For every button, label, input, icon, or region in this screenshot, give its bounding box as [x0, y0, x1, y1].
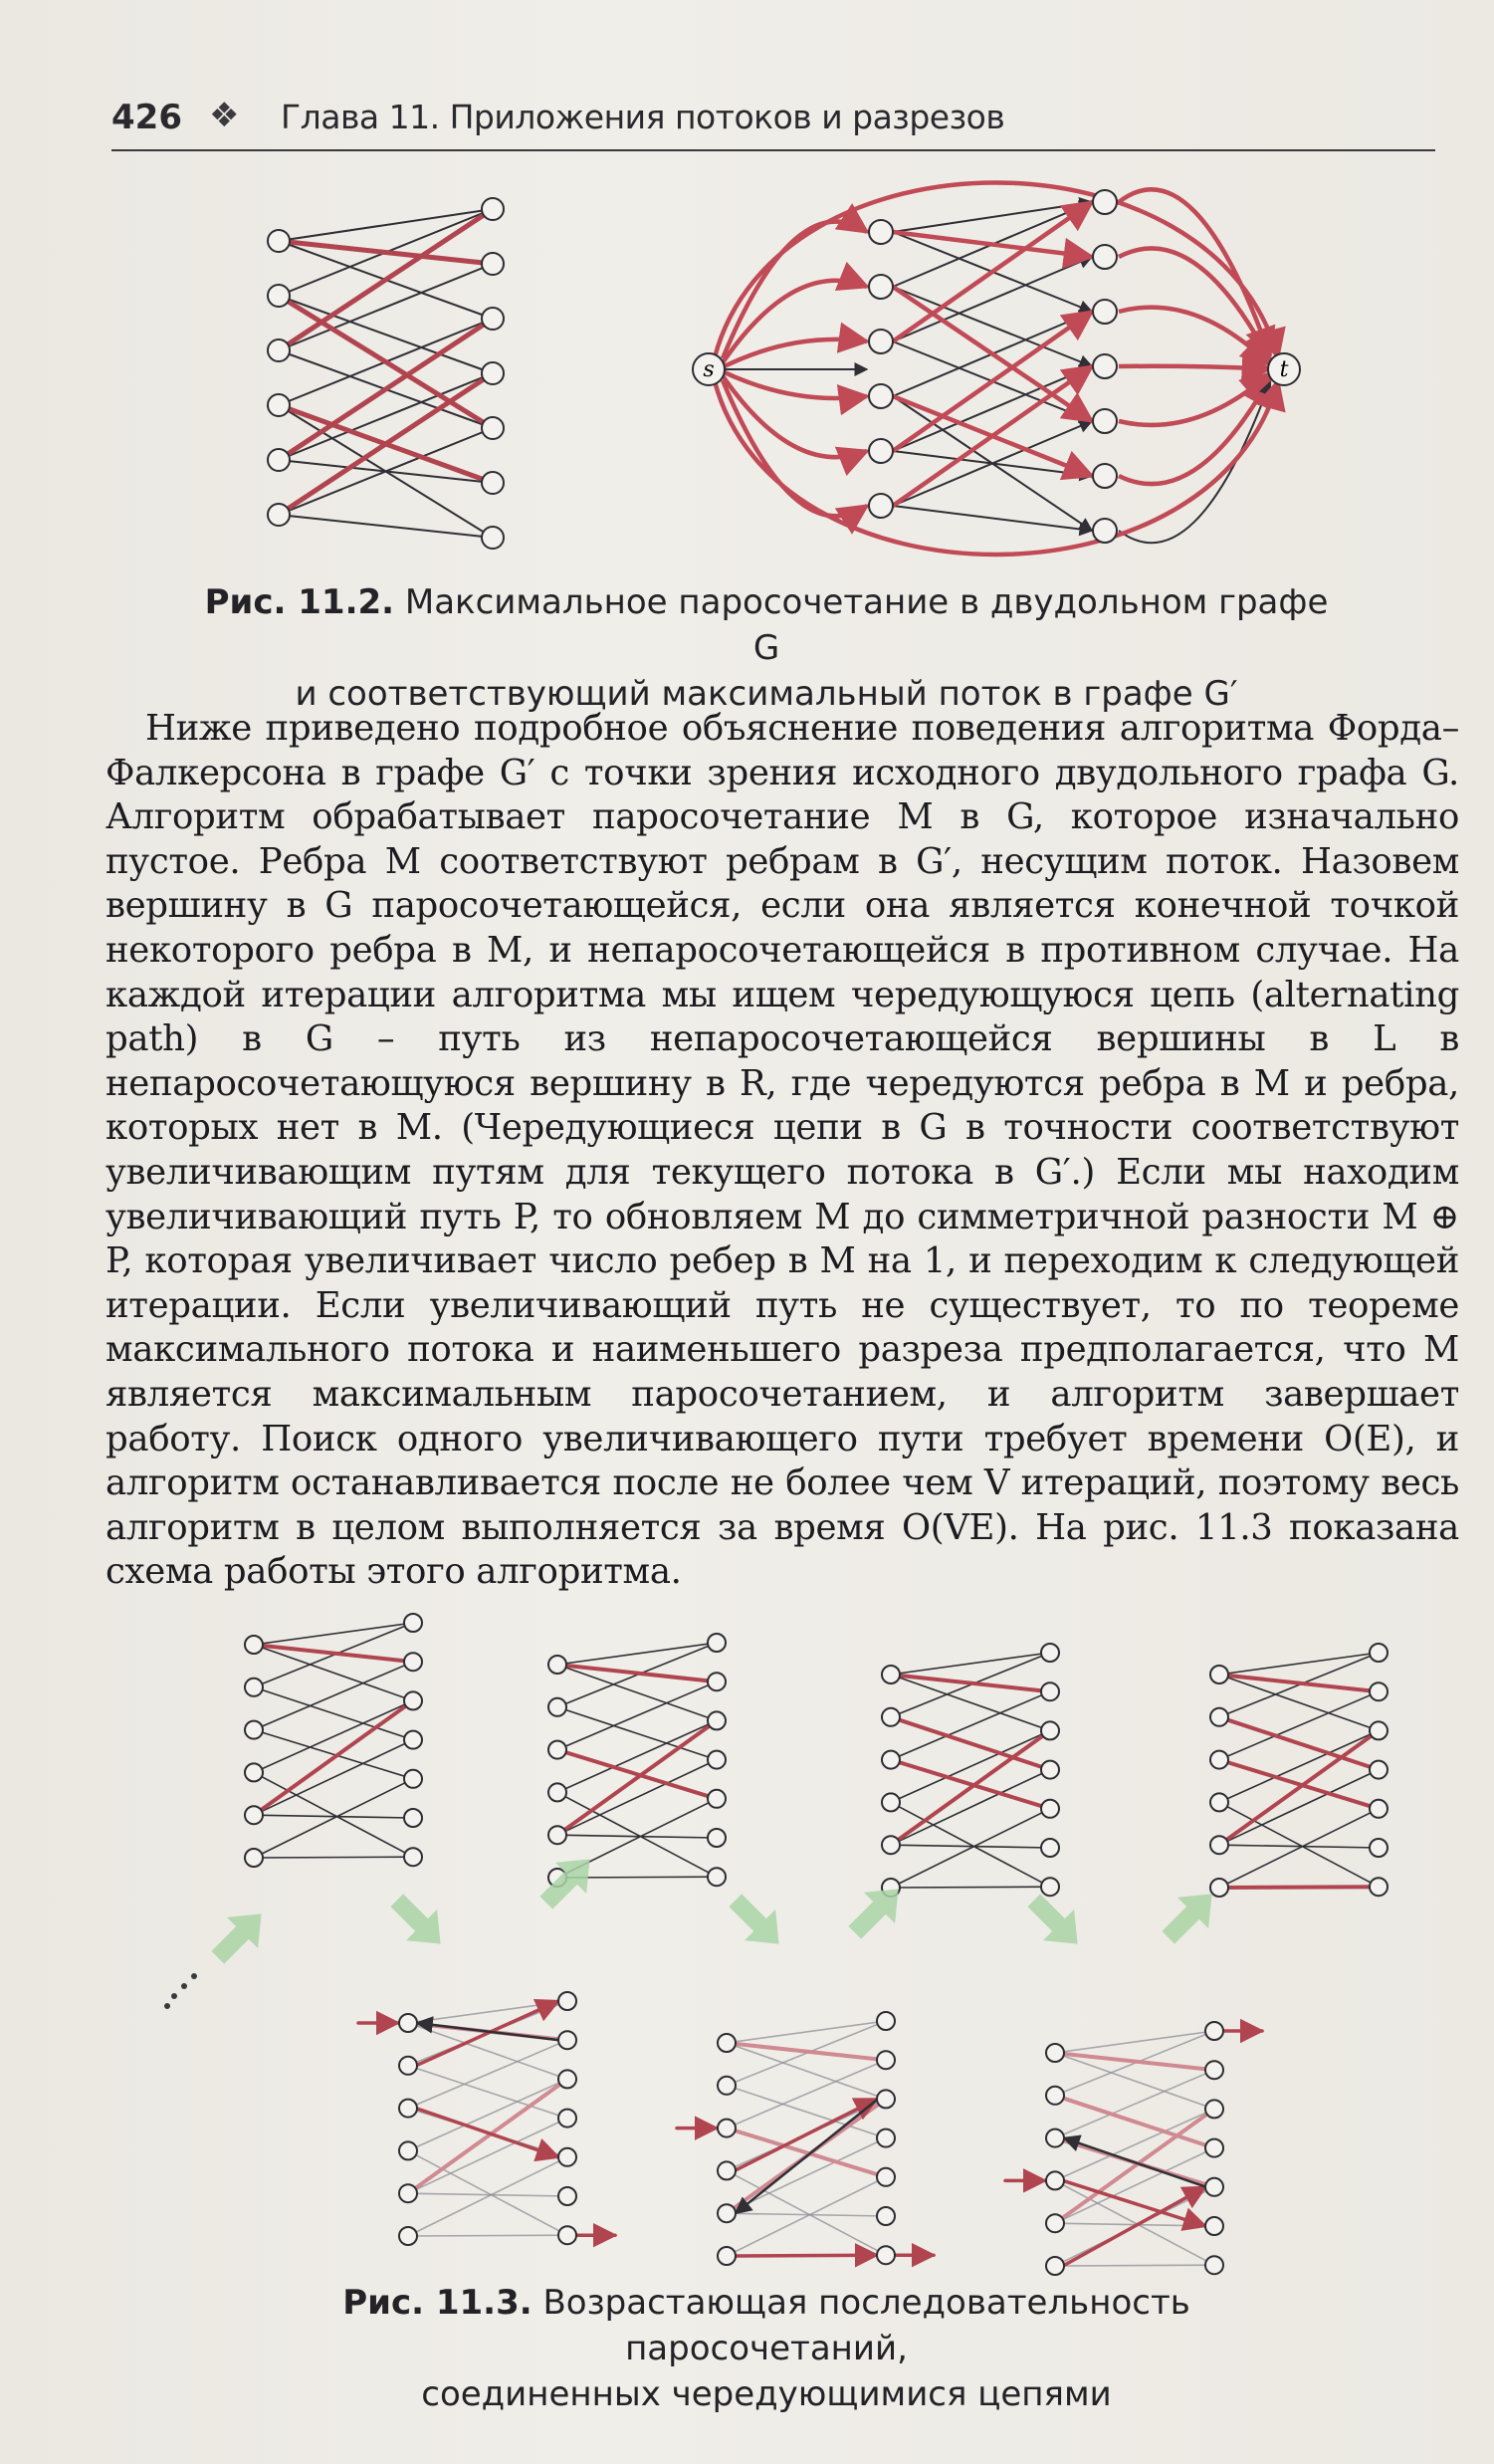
- graph-vertex: [869, 275, 893, 299]
- graph-vertex: [718, 2247, 736, 2265]
- graph-edge: [891, 1653, 1050, 1675]
- graph-edge: [893, 366, 1092, 506]
- ellipsis-dot: [191, 1973, 197, 1979]
- graph-vertex: [1370, 1800, 1387, 1818]
- graph-edge: [279, 209, 493, 350]
- body-paragraph-block: [106, 707, 1459, 1595]
- graph-vertex: [548, 1656, 566, 1674]
- graph-edge: [1219, 1730, 1379, 1845]
- graph-edge: [279, 319, 493, 460]
- graph-edge: [893, 202, 1092, 341]
- graph-vertex: [1370, 1682, 1387, 1700]
- graph-edge: [891, 1887, 1050, 1888]
- transition-arrow-icon: [1018, 1885, 1093, 1959]
- graph-vertex: [882, 1751, 900, 1769]
- graph-edge: [408, 2235, 567, 2236]
- graph-vertex: [245, 1721, 263, 1739]
- graph-vertex: [708, 1673, 726, 1690]
- graph-vertex: [558, 1992, 576, 2010]
- graph-vertex: [1093, 190, 1117, 214]
- graph-vertex: [245, 1763, 263, 1781]
- graph-vertex: [1041, 1761, 1059, 1779]
- caption-label: Рис. 11.2.: [204, 582, 395, 622]
- graph-vertex: [877, 2207, 895, 2225]
- graph-vertex: [1205, 2022, 1223, 2040]
- graph-vertex: [1205, 2061, 1223, 2079]
- graph-edge: [1119, 189, 1270, 355]
- graph-edge: [254, 1623, 413, 1645]
- graph-vertex: [245, 1636, 263, 1654]
- graph-vertex: [1041, 1878, 1059, 1896]
- graph-vertex: [877, 2012, 895, 2030]
- graph-vertex: [718, 2034, 736, 2052]
- sink-label: t: [1279, 357, 1289, 382]
- graph-edge: [254, 1740, 413, 1816]
- graph-vertex: [869, 220, 893, 244]
- caption-line: Максимальное паросочетание в двудольном графе G: [404, 582, 1329, 668]
- graph-edge: [727, 2177, 886, 2256]
- graph-vertex: [1210, 1708, 1228, 1726]
- graph-vertex: [1210, 1836, 1228, 1854]
- graph-vertex: [877, 2051, 895, 2069]
- graph-vertex: [482, 527, 504, 549]
- graph-vertex: [548, 1698, 566, 1716]
- figure-11-2-caption: [199, 579, 1334, 717]
- graph-edge: [1219, 1770, 1379, 1846]
- graph-edge: [727, 2170, 886, 2255]
- graph-edge: [1055, 2031, 1214, 2053]
- graph-vertex: [718, 2161, 736, 2179]
- graph-vertex: [877, 2129, 895, 2147]
- graph-vertex: [482, 198, 504, 220]
- graph-vertex: [268, 394, 290, 416]
- graph-edge: [408, 2157, 567, 2236]
- graph-vertex: [869, 494, 893, 518]
- caption-line: Возрастающая последовательность паросочетаний,: [542, 2283, 1190, 2368]
- graph-vertex: [1046, 2087, 1064, 2105]
- graph-edge: [891, 1770, 1050, 1846]
- graph-vertex: [708, 1790, 726, 1808]
- transition-arrow-icon: [531, 1844, 605, 1918]
- graph-vertex: [482, 308, 504, 330]
- graph-edge: [891, 1802, 1050, 1887]
- graph-edge: [723, 371, 867, 398]
- graph-vertex: [268, 339, 290, 361]
- graph-vertex: [869, 384, 893, 408]
- graph-edge: [408, 2001, 567, 2023]
- graph-vertex: [708, 1751, 726, 1769]
- graph-vertex: [399, 2227, 417, 2245]
- header-rule: [111, 149, 1435, 151]
- running-header: [111, 92, 1445, 141]
- graph-vertex: [1205, 2217, 1223, 2235]
- graph-edge: [279, 209, 493, 241]
- graph-vertex: [1041, 1839, 1059, 1857]
- graph-vertex: [708, 1711, 726, 1729]
- graph-vertex: [1093, 519, 1117, 543]
- graph-vertex: [1041, 1721, 1059, 1739]
- graph-vertex: [877, 2246, 895, 2264]
- graph-edge: [891, 1809, 1050, 1888]
- ornament-icon: ❖: [209, 96, 240, 135]
- graph-edge: [893, 312, 1092, 451]
- chapter-title: Глава 11. Приложения потоков и разрезов: [281, 98, 1005, 136]
- graph-edge: [1119, 308, 1270, 365]
- graph-vertex: [558, 2070, 576, 2088]
- graph-edge: [557, 1760, 717, 1836]
- graph-vertex: [558, 2187, 576, 2205]
- graph-vertex: [882, 1793, 900, 1811]
- graph-vertex: [548, 1826, 566, 1844]
- ellipsis-dot: [181, 1983, 187, 1989]
- graph-edge: [254, 1700, 413, 1815]
- graph-vertex: [1370, 1644, 1387, 1662]
- graph-vertex: [1046, 2214, 1064, 2232]
- graph-vertex: [268, 285, 290, 307]
- graph-edge: [408, 2119, 567, 2194]
- graph-vertex: [1046, 2171, 1064, 2189]
- graph-edge: [1119, 382, 1270, 543]
- graph-vertex: [869, 330, 893, 353]
- bleed-through-text: [114, 199, 124, 244]
- graph-vertex: [558, 2110, 576, 2128]
- graph-vertex: [558, 2148, 576, 2166]
- graph-vertex: [548, 1741, 566, 1759]
- graph-vertex: [708, 1634, 726, 1652]
- graph-edge: [279, 373, 493, 515]
- page-number: 426: [111, 98, 182, 137]
- graph-vertex: [708, 1868, 726, 1886]
- graph-vertex: [1205, 2256, 1223, 2274]
- transition-arrow-icon: [839, 1874, 914, 1948]
- graph-vertex: [548, 1783, 566, 1801]
- graph-vertex: [1093, 354, 1117, 378]
- graph-edge: [893, 202, 1092, 232]
- graph-edge: [417, 2023, 559, 2040]
- ellipsis-dot: [171, 1993, 177, 1999]
- graph-edge: [735, 2255, 877, 2256]
- graph-edge: [1219, 1802, 1379, 1887]
- graph-vertex: [404, 1809, 422, 1827]
- graph-vertex: [399, 2184, 417, 2202]
- graph-edge: [723, 339, 867, 367]
- graph-vertex: [1370, 1839, 1387, 1857]
- graph-vertex: [1205, 2100, 1223, 2118]
- graph-edge: [254, 1779, 413, 1858]
- graph-vertex: [268, 230, 290, 252]
- graph-vertex: [718, 2120, 736, 2137]
- graph-vertex: [245, 1679, 263, 1696]
- graph-edge: [557, 1643, 717, 1665]
- graph-vertex: [1046, 2257, 1064, 2275]
- graph-edge: [736, 2099, 878, 2213]
- graph-vertex: [882, 1708, 900, 1726]
- graph-edge: [1055, 2265, 1214, 2266]
- graph-vertex: [877, 2168, 895, 2186]
- graph-vertex: [482, 417, 504, 439]
- graph-vertex: [482, 253, 504, 275]
- graph-edge: [557, 1720, 717, 1835]
- graph-vertex: [869, 439, 893, 463]
- graph-edge: [1055, 2109, 1214, 2223]
- graph-vertex: [1210, 1793, 1228, 1811]
- graph-vertex: [708, 1829, 726, 1847]
- graph-vertex: [1041, 1644, 1059, 1662]
- body-paragraph: Ниже приведено подробное объяснение поведения алгоритма Форда–Фалкерсона в графе G′ с точки зрения исходного двудольного графа G. Алгоритм обрабатывает паросочетание M в G, которое изначально пустое. Ребра M соответствуют ребрам в G′, несущим поток. Назовем вершину в G паросочетающейся, если она является конечной точкой некоторого ребра в M, и непаросочетающейся в противном случае. На каждой итерации алгоритма мы ищем чередующуюся цепь (alternating path) в G – путь из непаросочетающейся вершины в L в непаросочетающуюся вершину в R, где чередуются ребра в M и ребра, которых нет в M. (Чередующиеся цепи в G в точности соответствуют увеличивающим путям для текущего потока в G′.) Если мы находим увеличивающий путь P, то обновляем M до симметричной разности M ⊕ P, которая увеличивает число ребер в M на 1, и переходим к следующей итерации. Если увеличивающий путь не существует, то по теореме максимального потока и наименьшего разреза предполагается, что M является максимальным паросочетанием, и алгоритм завершает работу. Поиск одного увеличивающего пути требует времени O(E), и алгоритм останавливается после не более чем V итераций, поэтому весь алгоритм в целом выполняется за время O(VE). На рис. 11.3 показана схема работы этого алгоритма.: [106, 708, 1459, 1593]
- graph-vertex: [399, 2057, 417, 2075]
- graph-vertex: [1093, 300, 1117, 324]
- graph-edge: [1219, 1809, 1379, 1888]
- graph-vertex: [1370, 1721, 1387, 1739]
- figure-bipartite-graph: [239, 189, 537, 567]
- graph-edge: [1063, 2187, 1205, 2266]
- graph-vertex: [1205, 2178, 1223, 2196]
- graph-vertex: [718, 2077, 736, 2095]
- graph-vertex: [1041, 1682, 1059, 1700]
- graph-vertex: [882, 1836, 900, 1854]
- graph-vertex: [404, 1653, 422, 1671]
- graph-vertex: [1205, 2139, 1223, 2157]
- source-label: s: [703, 357, 715, 382]
- graph-edge: [254, 1772, 413, 1857]
- graph-vertex: [404, 1770, 422, 1788]
- graph-edge: [735, 2099, 877, 2170]
- graph-edge: [891, 1730, 1050, 1845]
- caption-line: соединенных чередующимися цепями: [421, 2374, 1112, 2414]
- graph-vertex: [558, 2226, 576, 2244]
- graph-vertex: [1370, 1761, 1387, 1779]
- graph-vertex: [404, 1731, 422, 1749]
- graph-vertex: [1046, 2129, 1064, 2147]
- caption-label: Рис. 11.3.: [342, 2283, 533, 2323]
- graph-vertex: [404, 1848, 422, 1866]
- graph-edge: [1119, 366, 1270, 369]
- graph-vertex: [404, 1691, 422, 1709]
- graph-vertex: [1093, 464, 1117, 488]
- graph-vertex: [1093, 245, 1117, 269]
- graph-edge: [254, 1857, 413, 1858]
- graph-edge: [1219, 1653, 1379, 1675]
- figure-flow-network: [657, 184, 1354, 582]
- graph-vertex: [399, 2014, 417, 2032]
- transition-arrow-icon: [720, 1885, 794, 1959]
- graph-vertex: [882, 1666, 900, 1683]
- graph-vertex: [1210, 1751, 1228, 1769]
- figure-matching-sequence: [0, 1593, 1494, 2280]
- graph-vertex: [245, 1849, 263, 1867]
- figure-11-3-caption: [199, 2280, 1334, 2417]
- graph-edge: [727, 2021, 886, 2043]
- caption-line: и соответствующий максимальный поток в графе G′: [295, 674, 1238, 714]
- graph-vertex: [1046, 2044, 1064, 2062]
- transition-arrow-icon: [381, 1885, 456, 1959]
- graph-vertex: [1370, 1878, 1387, 1896]
- ellipsis-dot: [164, 2003, 170, 2009]
- transition-arrow-icon: [202, 1899, 277, 1973]
- graph-vertex: [482, 362, 504, 384]
- graph-vertex: [718, 2204, 736, 2222]
- graph-vertex: [399, 2141, 417, 2159]
- graph-vertex: [1041, 1800, 1059, 1818]
- graph-vertex: [877, 2090, 895, 2108]
- graph-edge: [408, 2079, 567, 2193]
- graph-vertex: [1093, 409, 1117, 433]
- graph-vertex: [1210, 1879, 1228, 1897]
- graph-vertex: [245, 1806, 263, 1824]
- graph-vertex: [399, 2100, 417, 2118]
- graph-vertex: [268, 504, 290, 526]
- graph-edge: [408, 2150, 567, 2235]
- graph-edge: [1219, 1887, 1379, 1888]
- graph-vertex: [268, 449, 290, 471]
- graph-vertex: [558, 2031, 576, 2049]
- graph-vertex: [482, 472, 504, 494]
- graph-vertex: [1210, 1666, 1228, 1683]
- graph-vertex: [404, 1614, 422, 1632]
